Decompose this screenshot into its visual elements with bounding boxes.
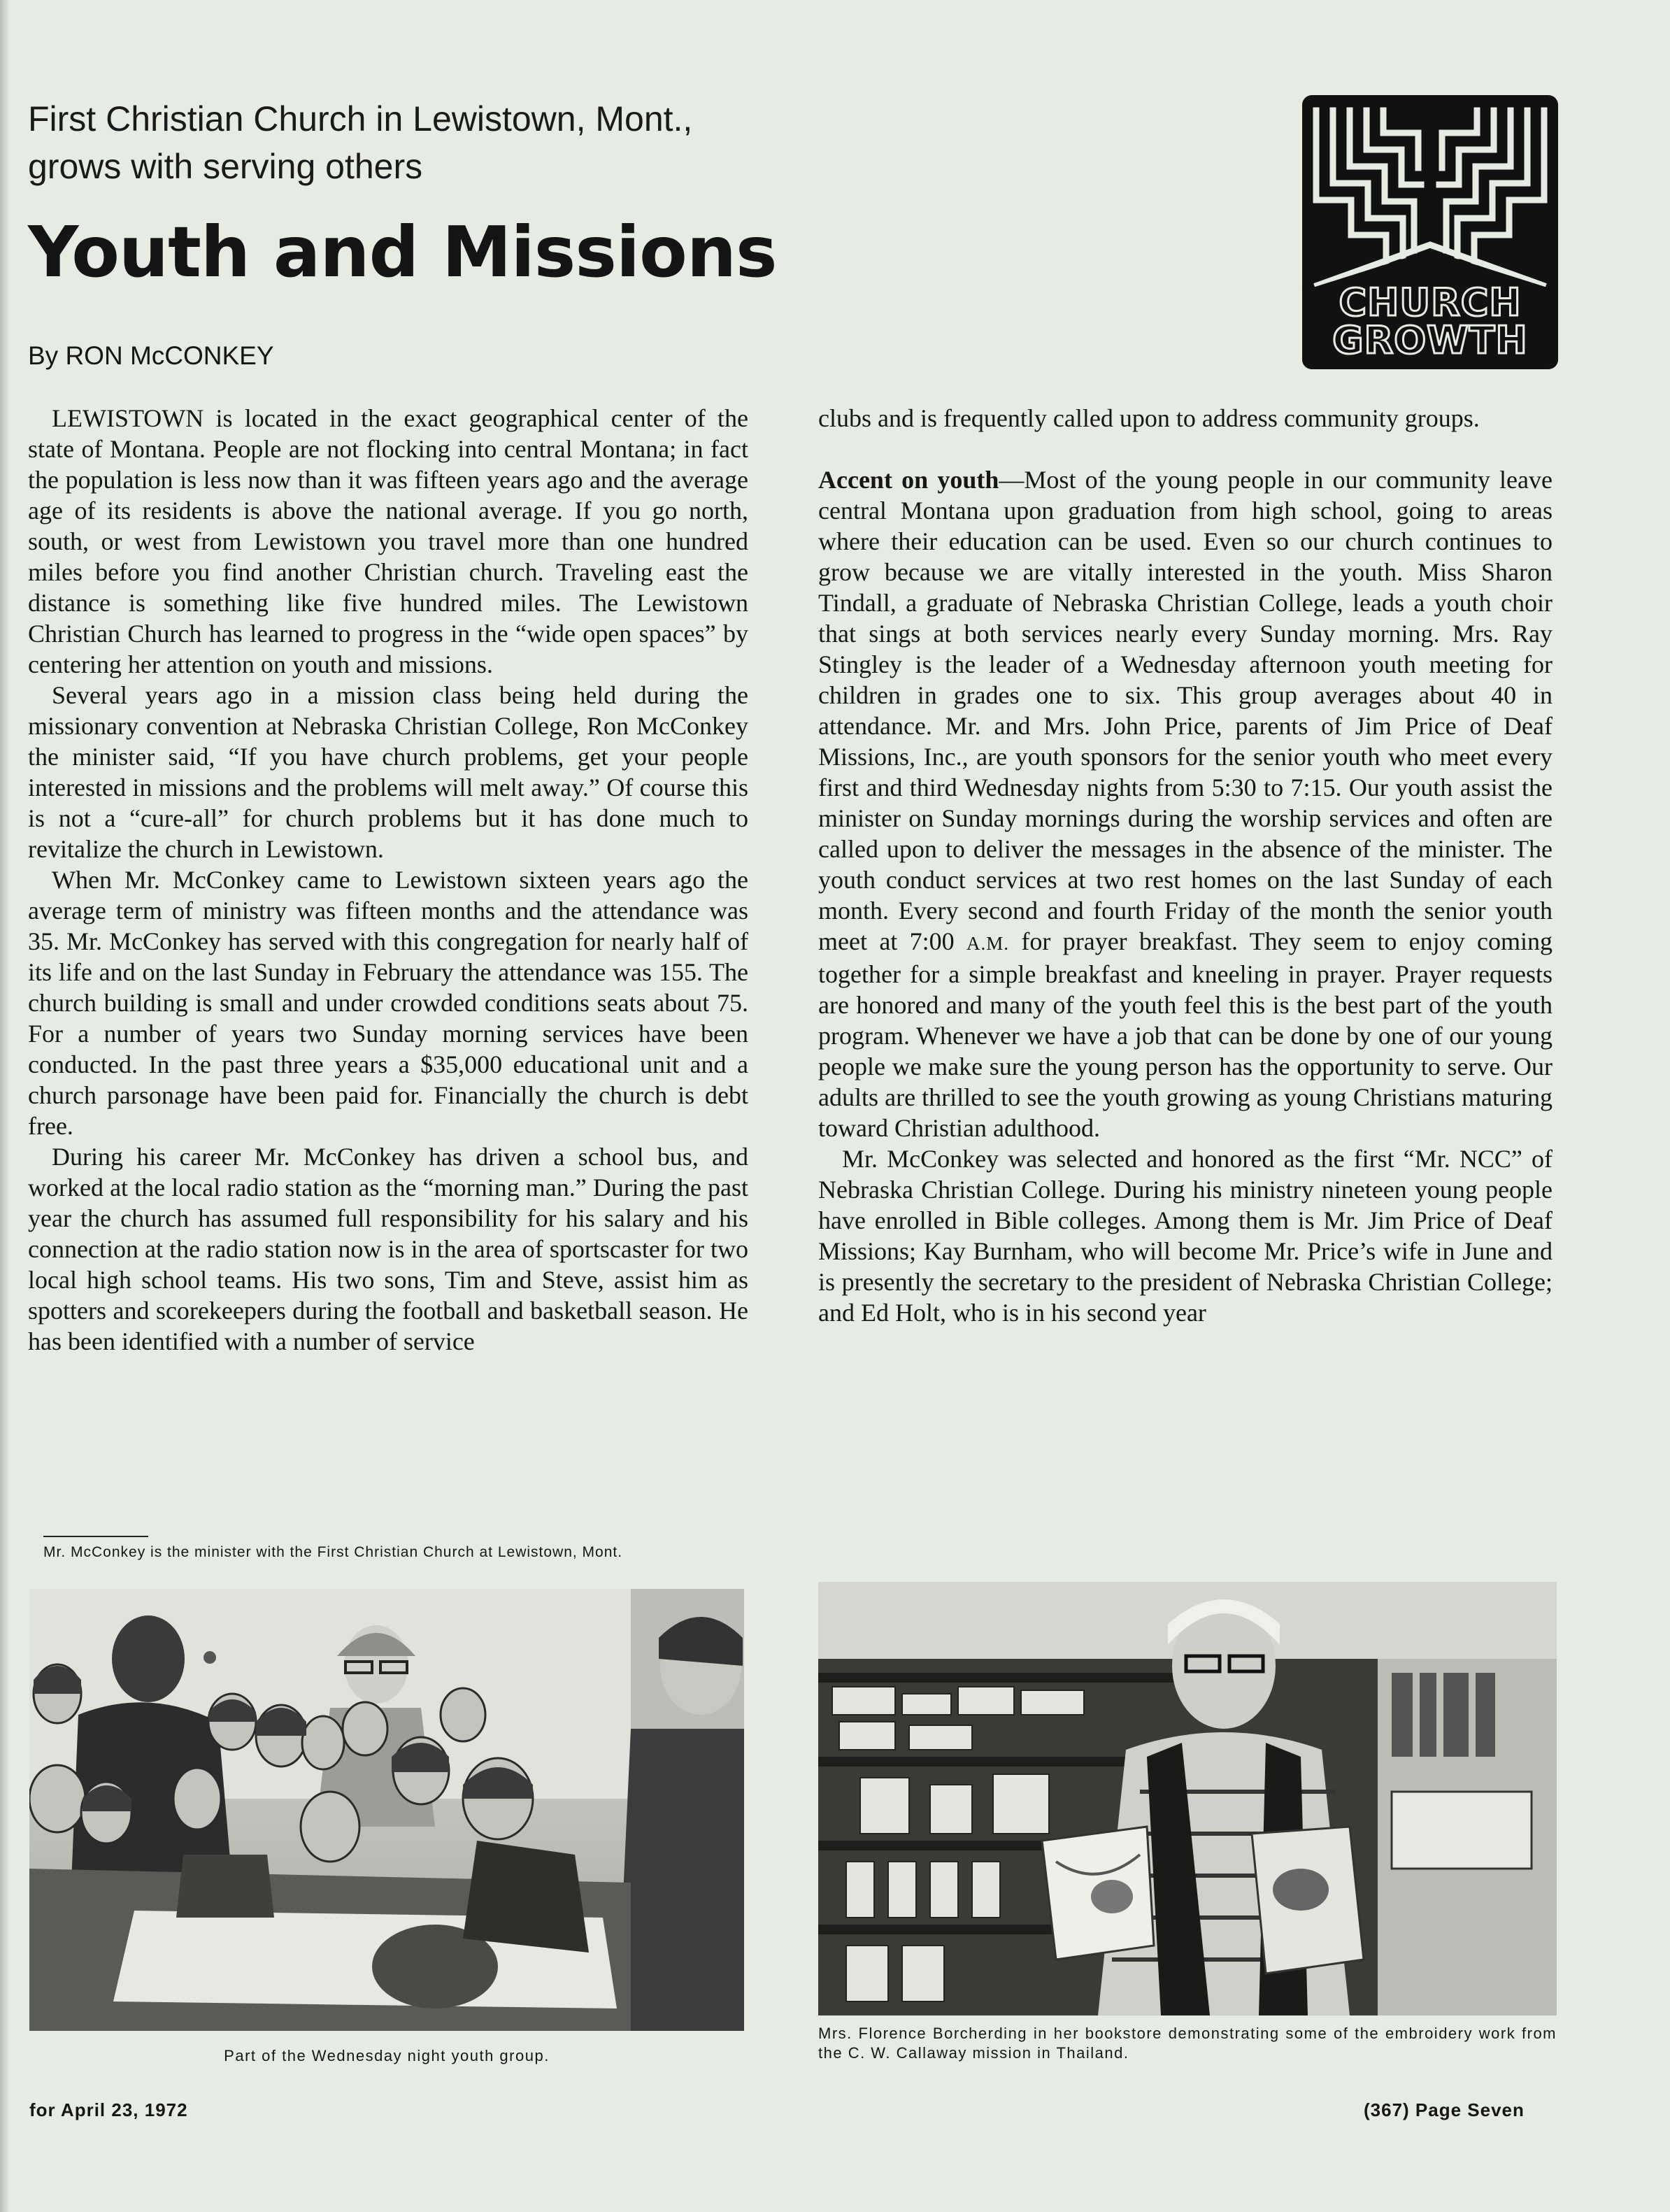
left-column: [28, 403, 748, 1357]
article-byline: By RON McCONKEY: [28, 341, 274, 370]
kicker-line-1: First Christian Church in Lewistown, Mont.,: [28, 99, 693, 138]
right-column: [818, 403, 1553, 1328]
footnote-rule: [43, 1536, 148, 1537]
paragraph-3: When Mr. McConkey came to Lewistown sixteen years ago the average term of ministry was fifteen months and the attendance was 35. Mr. McConkey has served with this congregation for nearly half of its life and on the last Sunday in February the attendance was 155. The church building is small and under crowded conditions seats about 75. For a number of years two Sunday morning services have been conducted. In the past three years a $35,000 educational unit and a church parsonage have been paid for. Financially the church is debt free.: [28, 866, 748, 1140]
bookstore-photo-image: [818, 1582, 1557, 2015]
bookstore-photo: [818, 1582, 1557, 2015]
page-edge-shadow: [0, 0, 10, 2212]
paragraph-6: Mr. McConkey was selected and honored as the first “Mr. NCC” of Nebraska Christian College. During his ministry nineteen young people have enrolled in Bible colleges. Among them is Mr. Jim Price of Deaf Missions; Kay Burnham, who will become Mr. Price’s wife in June and is presently the secretary to the president of Nebraska Christian College; and Ed Holt, who is in his second year: [818, 1145, 1553, 1327]
author-footnote: Mr. McConkey is the minister with the First Christian Church at Lewistown, Mont.: [43, 1544, 623, 1560]
paragraph-4: During his career Mr. McConkey has driven a school bus, and worked at the local radio station as the “morning man.” During the past year the church has assumed full responsibility for his salary and his connection at the radio station now is in the area of sportscaster for two local high school teams. His two sons, Tim and Steve, assist him as spotters and scorekeepers during the football and basketball season. He has been identified with a number of service: [28, 1143, 748, 1355]
paragraph-1: LEWISTOWN is located in the exact geographical center of the state of Montana. People are not flocking into central Montana; in fact the population is less now than it was fifteen years ago and the average age of its residents is above the national average. If you go north, south, or west from Lewistown you travel more than one hundred miles before you find another Christian church. Traveling east the distance is something like five hundred miles. The Lewistown Christian Church has learned to progress in the “wide open spaces” by centering her attention on youth and missions.: [28, 404, 748, 678]
logo-text-church: CHURCH: [1339, 280, 1522, 324]
footer-date: for April 23, 1972: [29, 2099, 188, 2120]
paragraph-5-part-b: for prayer breakfast. They seem to enjoy coming together for a simple breakfast and kneeling in prayer. Prayer requests are honored and many of the youth feel this is the best part of the youth program. Whenever we have a job that can be done by one of our young people we make sure the young person has the opportunity to serve. Our adults are thrilled to see the youth growing as young Christians maturing toward Christian adulthood.: [818, 927, 1553, 1142]
article-kicker: [28, 95, 832, 190]
youth-group-caption: Part of the Wednesday night youth group.: [224, 2047, 550, 2064]
youth-group-photo-image: [29, 1589, 744, 2031]
time-am: A.M.: [966, 933, 1010, 954]
logo-text-growth: GROWTH: [1332, 318, 1528, 362]
article-title: Youth and Missions: [28, 211, 777, 293]
bookstore-caption: Mrs. Florence Borcherding in her bookstore demonstrating some of the embroidery work from the C. W. Callaway mission in Thailand.: [818, 2025, 1557, 2062]
paragraph-2: Several years ago in a mission class being held during the missionary convention at Nebraska Christian College, Ron McConkey the minister said, “If you have church problems, get your people interested in missions and the problems will melt away.” Of course this is not a “cure-all” for church problems but it has done much to revitalize the church in Lewistown.: [28, 681, 748, 863]
youth-group-photo: [29, 1589, 744, 2031]
section-lead-accent-on-youth: Accent on youth: [818, 466, 999, 494]
church-growth-logo: [1302, 95, 1558, 369]
paragraph-accent-on-youth: [818, 464, 1553, 1143]
footer-page-number: (367) Page Seven: [1364, 2099, 1525, 2120]
kicker-line-2: grows with serving others: [28, 147, 423, 186]
paragraph-4-continued: clubs and is frequently called upon to address community groups.: [818, 404, 1480, 432]
paragraph-5-part-a: —Most of the young people in our community leave central Montana upon graduation from high school, going to areas where their education can be used. Even so our church continues to grow because we are vitally interested in the youth. Miss Sharon Tindall, a graduate of Nebraska Christian College, leads a youth choir that sings at both services nearly every Sunday morning. Mrs. Ray Stingley is the leader of a Wednesday afternoon youth meeting for children in grades one to six. This group averages about 40 in attendance. Mr. and Mrs. John Price, parents of Jim Price of Deaf Missions, Inc., are youth sponsors for the senior youth who meet every first and third Wednesday nights from 5:30 to 7:15. Our youth assist the minister on Sunday mornings during the worship services and often are called upon to deliver the messages in the absence of the minister. The youth conduct services at two rest homes on the last Sunday of each month. Every second and fourth Friday of the month the senior youth meet at 7:00: [818, 466, 1553, 955]
